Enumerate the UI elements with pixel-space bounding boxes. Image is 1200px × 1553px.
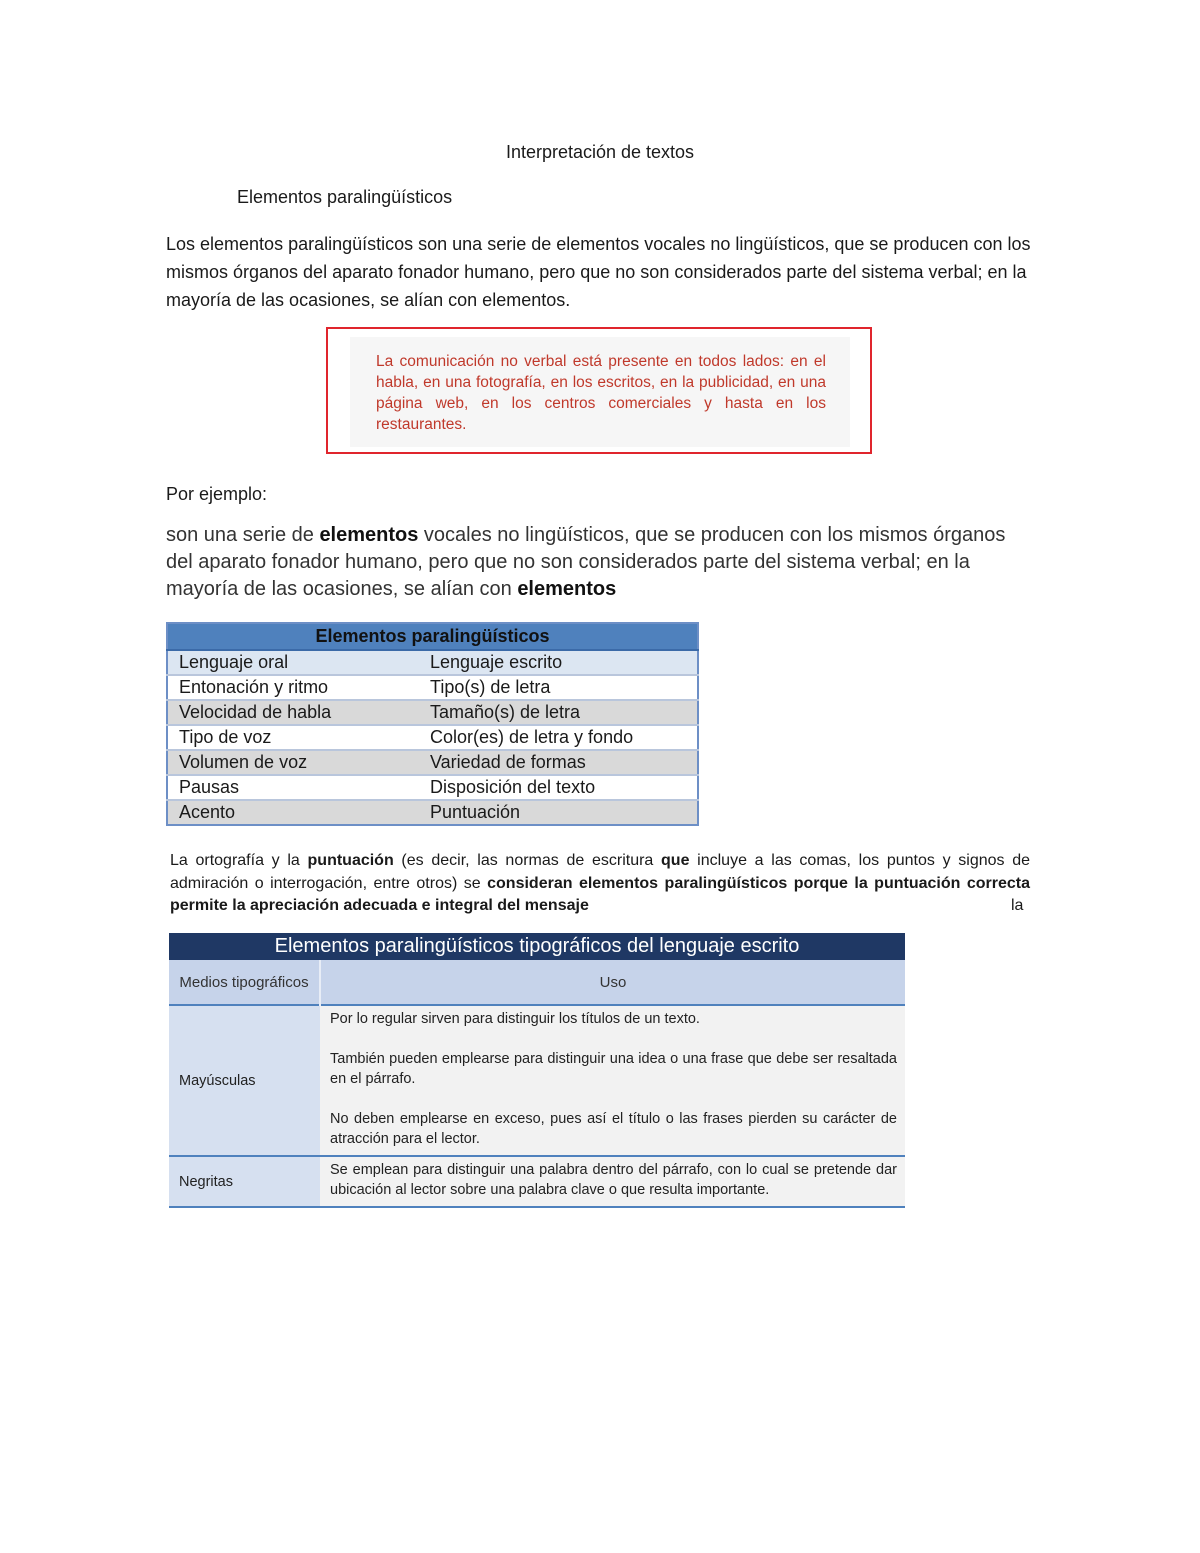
section-subtitle: Elementos paralingüísticos [237, 187, 453, 207]
table-row [167, 675, 698, 700]
table-cell: Lenguaje oral [167, 650, 419, 675]
table1-header: Elementos paralingüísticos [167, 623, 698, 650]
example-label: Por ejemplo: [166, 484, 268, 504]
ortografia-paragraph [170, 850, 1030, 918]
table-cell-name: Negritas [169, 1156, 320, 1207]
ortografia-bold-1: puntuación [307, 852, 394, 869]
table2-header: Elementos paralingüísticos tipográficos del lenguaje escrito [169, 933, 905, 960]
table-cell: Color(es) de letra y fondo [419, 725, 698, 750]
ortografia-text-3: incluye a las comas, los puntos y signos de admiración o interrogación, entre otros) se [170, 852, 1031, 892]
use-text: Por lo regular sirven para distinguir los títulos de un texto. [330, 1011, 700, 1027]
document-title: Interpretación de textos [505, 142, 695, 162]
use-text: No deben emplearse en exceso, pues así el título o las frases pierden su carácter de atracción para el lector. [330, 1111, 897, 1147]
table-cell-uses [320, 1156, 905, 1207]
example-bold-2: elementos [517, 578, 617, 600]
example-text-2: vocales no lingüísticos, que se producen con los mismos órganos del aparato fonador humano, pero que no son considerados parte del sistema verbal; en la mayoría de las ocasiones, se alían con [166, 524, 1006, 600]
table-row [169, 1156, 905, 1207]
table-row [169, 1005, 905, 1156]
paralinguistic-elements-table [166, 622, 699, 826]
table-cell: Disposición del texto [419, 775, 698, 800]
table2-col1-header: Medios tipográficos [169, 960, 320, 1005]
use-text: Se emplean para distinguir una palabra dentro del párrafo, con lo cual se pretende dar ubicación al lector sobre una palabra clave o que resulta importante. [330, 1162, 897, 1198]
typographic-elements-table [169, 933, 905, 1208]
table-cell: Tipo de voz [167, 725, 419, 750]
example-bold-1: elementos [319, 524, 419, 546]
quote-box [326, 327, 872, 454]
table-cell: Variedad de formas [419, 750, 698, 775]
table-row [167, 775, 698, 800]
quote-text: La comunicación no verbal está presente en todos lados: en el habla, en una fotografía, en los escritos, en la publicidad, en una página web, en los centros comerciales y hasta en los restaurantes. [376, 353, 826, 433]
ortografia-bold-3: consideran elementos paralingüísticos porque la puntuación correcta permite la apreciación adecuada e integral del mensaje [170, 874, 1030, 914]
intro-paragraph: Los elementos paralingüísticos son una serie de elementos vocales no lingüísticos, que se producen con los mismos órganos del aparato fonador humano, pero que no son considerados parte del sistema verbal; en la mayoría de las ocasiones, se alían con elementos. [166, 234, 1031, 310]
ortografia-tail: la [1011, 897, 1024, 914]
table-row [167, 650, 698, 675]
example-paragraph [166, 522, 1016, 603]
table-row [167, 700, 698, 725]
table-cell-uses [320, 1005, 905, 1156]
table-row [167, 750, 698, 775]
table-cell: Velocidad de habla [167, 700, 419, 725]
ortografia-text-2: (es decir, las normas de escritura [393, 852, 662, 869]
ortografia-bold-2: que [661, 852, 690, 869]
table-cell: Acento [167, 800, 419, 825]
table-cell: Lenguaje escrito [419, 650, 698, 675]
table-cell: Tipo(s) de letra [419, 675, 698, 700]
table2-col2-header: Uso [320, 960, 905, 1005]
table-cell: Tamaño(s) de letra [419, 700, 698, 725]
table-row [167, 800, 698, 825]
table-cell: Puntuación [419, 800, 698, 825]
table-cell: Entonación y ritmo [167, 675, 419, 700]
table-cell-name: Mayúsculas [169, 1005, 320, 1156]
table-cell: Pausas [167, 775, 419, 800]
ortografia-text-1: La ortografía y la [170, 852, 308, 869]
table-row [167, 725, 698, 750]
use-text: También pueden emplearse para distinguir una idea o una frase que debe ser resaltada en el párrafo. [330, 1051, 897, 1087]
table-cell: Volumen de voz [167, 750, 419, 775]
example-text-1: son una serie de [166, 524, 320, 546]
